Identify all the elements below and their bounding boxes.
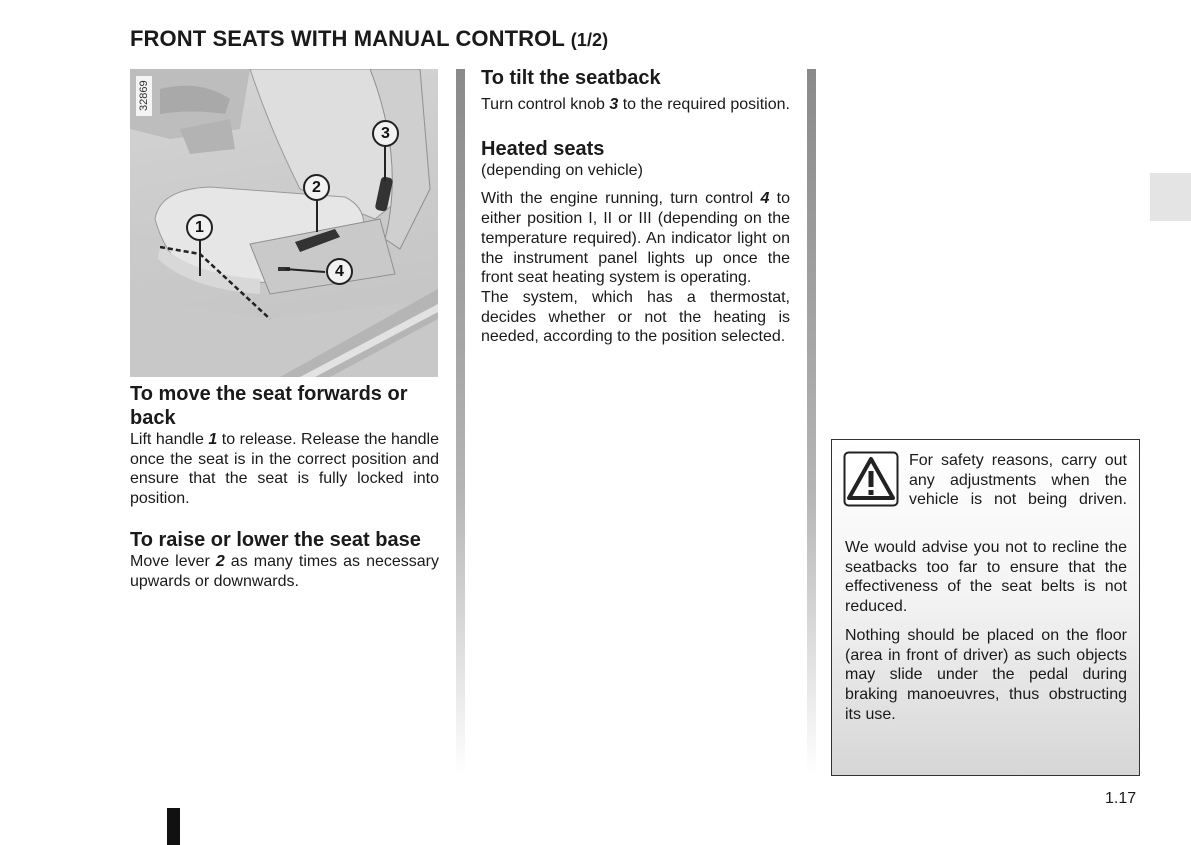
- page-title-main: FRONT SEATS WITH MANUAL CONTROL: [130, 26, 565, 51]
- ref-handle-1: 1: [208, 431, 218, 448]
- tilt-seatback-text: Turn control knob 3 to the required position.: [481, 96, 790, 113]
- seat-illustration: [130, 69, 438, 377]
- raise-seat-heading: To raise or lower the seat base: [130, 528, 421, 551]
- page-title: [130, 26, 608, 52]
- heated-seats-subheading: (depending on vehicle): [481, 161, 643, 179]
- tilt-seatback-heading: To tilt the seatback: [481, 67, 661, 89]
- callout-1: 1: [186, 214, 213, 241]
- section-thumb-tab: [1150, 173, 1191, 221]
- seat-illustration-drawing: [130, 69, 438, 377]
- raise-seat-text: Move lever 2 as many times as necessary upwards or downwards.: [130, 552, 440, 590]
- callout-2: 2: [303, 174, 330, 201]
- heated-seats-thermostat-text: The system, which has a thermostat, decides whether or not the heating is needed, according to the position selected.: [481, 288, 790, 346]
- figure-code: 32869: [136, 76, 152, 116]
- left-column: [130, 382, 439, 591]
- warning-recline-text: We would advise you not to recline the seatbacks too far to ensure that the effectiveness of the seat belts is not reduced.: [845, 539, 1127, 616]
- warning-triangle-icon: [843, 451, 899, 507]
- callout-4: 4: [326, 258, 353, 285]
- callout-3: 3: [372, 120, 399, 147]
- ref-control-4: 4: [760, 190, 770, 208]
- ref-lever-2: 2: [215, 552, 225, 570]
- warning-box: [831, 439, 1140, 776]
- page-title-part: (1/2): [570, 30, 609, 50]
- warning-floor-text: Nothing should be placed on the floor (area in front of driver) as such objects may slide under the pedal during braking manoeuvres, thus obstructing its use.: [845, 627, 1127, 723]
- edge-mark: [167, 808, 180, 845]
- heated-seats-heading: Heated seats: [481, 137, 605, 160]
- ref-knob-3: 3: [609, 96, 619, 113]
- middle-column: [481, 66, 790, 347]
- move-seat-text: Lift handle 1 to release. Release the handle once the seat is in the correct position and ensure that the seat is fully locked into position.: [130, 431, 439, 508]
- warning-safety-text: For safety reasons, carry out any adjustments when the vehicle is not being driven.: [909, 452, 1127, 509]
- page-number: 1.17: [1105, 790, 1137, 807]
- heated-seats-text: With the engine running, turn control 4 to either position I, II or III (depending on the temperature required). An indicator light on the instrument panel lights up once the front seat heating system is operating.: [481, 190, 790, 287]
- column-divider-bar: [456, 69, 465, 775]
- move-seat-heading: To move the seat forwards or back: [130, 383, 408, 429]
- column-divider-bar: [807, 69, 816, 775]
